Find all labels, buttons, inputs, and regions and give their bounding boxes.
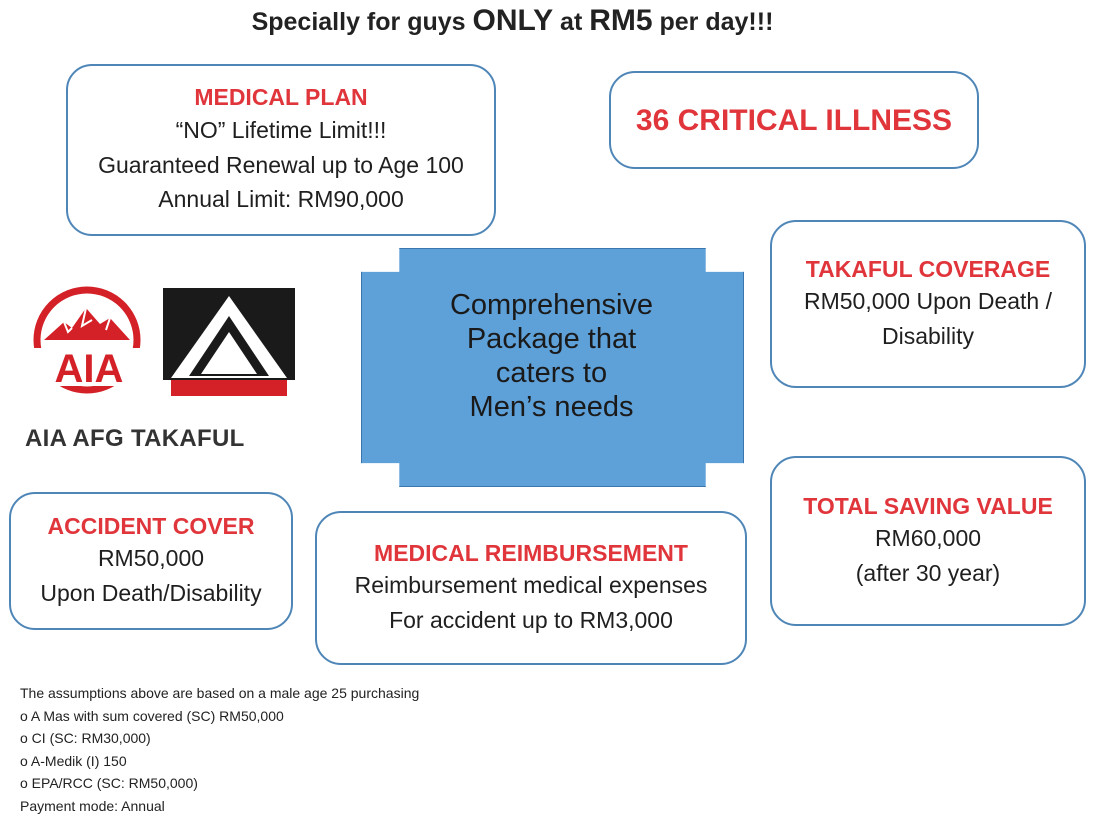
medical-plan-title: MEDICAL PLAN: [194, 84, 368, 111]
center-text: Comprehensive Package that caters to Men’s needs: [449, 289, 654, 423]
total-saving-box: [770, 456, 1086, 626]
medical-reimbursement-title: MEDICAL REIMBURSEMENT: [374, 539, 688, 566]
headline: [0, 4, 1025, 38]
headline-price: RM5: [589, 4, 653, 37]
headline-text: Specially for guys: [251, 8, 473, 36]
headline-text: at: [553, 8, 590, 36]
notes-item: o CI (SC: RM30,000): [20, 730, 151, 746]
total-saving-line: (after 30 year): [855, 559, 1001, 586]
brand-name: AIA AFG TAKAFUL: [25, 425, 245, 452]
aia-logo-icon: [24, 282, 154, 394]
medical-plan-line: Guaranteed Renewal up to Age 100: [98, 151, 464, 178]
aia-logo-text: AIA: [54, 347, 124, 391]
accident-cover-box: [9, 492, 293, 630]
notes-item: o A-Medik (I) 150: [20, 752, 127, 769]
total-saving-title: TOTAL SAVING VALUE: [803, 492, 1053, 519]
medical-reimbursement-box: [315, 511, 747, 665]
critical-illness-box: [609, 71, 979, 169]
takaful-coverage-line: Disability: [881, 322, 975, 349]
notes-item: o A Mas with sum covered (SC) RM50,000: [20, 707, 284, 724]
takaful-coverage-title: TAKAFUL COVERAGE: [805, 255, 1051, 282]
notes-payment: Payment mode: Annual: [20, 797, 165, 814]
medical-plan-line: “NO” Lifetime Limit!!!: [175, 117, 387, 144]
notes-item: o EPA/RCC (SC: RM50,000): [20, 775, 198, 791]
medical-reimbursement-line: For accident up to RM3,000: [389, 606, 673, 633]
medical-reimbursement-line: Reimbursement medical expenses: [354, 572, 708, 599]
medical-plan-line: Annual Limit: RM90,000: [158, 186, 404, 213]
headline-only: ONLY: [472, 4, 554, 37]
accident-cover-title: ACCIDENT COVER: [47, 512, 255, 539]
headline-text: per day!!!: [652, 8, 774, 36]
takaful-coverage-box: [770, 220, 1086, 388]
accident-cover-line: Upon Death/Disability: [40, 579, 262, 606]
takaful-coverage-line: RM50,000 Upon Death /: [803, 288, 1053, 315]
assumptions-notes: [20, 682, 419, 817]
afg-logo-icon: [159, 286, 297, 400]
notes-intro: The assumptions above are based on a male age 25 purchasing: [20, 685, 420, 701]
medical-plan-box: [66, 64, 496, 236]
total-saving-line: RM60,000: [874, 525, 982, 552]
accident-cover-line: RM50,000: [97, 545, 205, 572]
critical-illness-title: 36 CRITICAL ILLNESS: [635, 103, 953, 137]
